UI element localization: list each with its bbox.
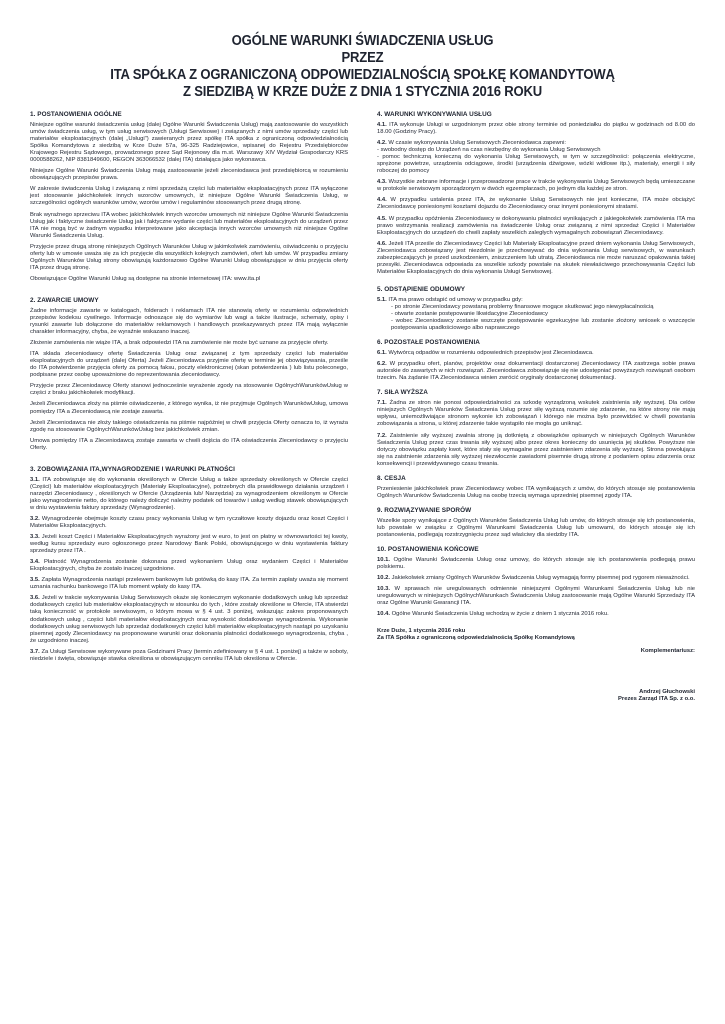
section-2-paragraph: Umowa pomiędzy ITA a Zleceniodawcą zostaje zawarta w chwili dojścia do ITA oświadczenia Zleceniodawcy o przyjęciu Oferty. xyxy=(30,437,348,451)
list-item: - wobec Zleceniodawcy zostanie wszczęte postępowanie egzekucyjne lub zostanie złożony wniosek o wszczęcie postępowania upadłościowego albo naprawczego xyxy=(391,318,695,332)
list-item: - pomoc techniczną konieczną do wykonania Usług Serwisowych, w tym w szczególności: połączenia elektryczne, sprężone powietrze, urządzenia odciągowe, środki (urządzenia dźwigowe, wózki widłowe itp.), materiały, energii i siły roboczej do pomocy xyxy=(377,154,695,175)
signatory-name: Andrzej Głuchowski xyxy=(639,689,695,696)
section-1-paragraph: Niniejsze ogólne warunki świadczenia usług (dalej Ogólne Warunki Świadczenia Usług) mają zastosowanie do wszystkich umów świadczenia usług, w tym usług serwisowych (Usługi Serwisowe) i związanych z nimi umów sprzedaży części lub materiałów eksploatacyjnych (dalej „Usługi") zawieranych przez spółkę ITA spółka z ograniczoną odpowiedzialnością Spółka Komandytowa z siedzibą w Krze Duże 57a, 96-325 Radziejowice, wpisanej do Rejestru Przedsiębiorców Krajowego Rejestru Sądowego, prowadzonego przez Sąd Rejonowy dla m.st. Warszawy XIV Wydział Gospodarczy KRS 0000588262, NIP 8381849600, REGON 363066532 (dalej ITA) działająca jako wykonawca. xyxy=(30,122,348,164)
clause-3-4: 3.4. Płatność Wynagrodzenia zostanie dokonana przed wykonaniem Usług oraz wydaniem Części i Materiałów Eksploatacyjnych, chyba że zostało inaczej uzgodnione. xyxy=(30,559,348,573)
section-2-paragraph: Jeżeli Zleceniodawca złoży na piśmie oświadczenie, z którego wynika, iż nie przyjmuje Ogólnych WarunkówUsług, umowa pomiędzy ITA a Zleceniodawcą nie zostaje zawarta. xyxy=(30,401,348,415)
section-2-paragraph: Złożenie zamówienia nie wiąże ITA, a brak odpowiedzi ITA na zamówienie nie może być uznane za przyjęcie oferty. xyxy=(30,340,329,347)
clause-3-2: 3.2. Wynagrodzenie obejmuje koszty czasu pracy wykonania Usług w tym ryczałtowe koszty dojazdu oraz koszt Części i Materiałów Eksploatacyjnych. xyxy=(30,515,348,530)
section-6-title: 6. POZOSTAŁE POSTANOWIENIA xyxy=(377,339,480,347)
title-line-4: Z SIEDZIBĄ W KRZE DUŻE Z DNIA 1 STYCZNIA 2016 ROKU xyxy=(182,83,543,100)
clause-6-1: 6.1. Wytwórcą odpadów w rozumieniu odpowiednich przepisów jest Zleceniodawca. xyxy=(377,350,594,357)
section-1-paragraph: Przyjęcie przez drugą stronę niniejszych Ogólnych Warunków Usług w jakimkolwiek zamówieniu, oświadczeniu o przyjęciu oferty lub w umowie uważa się za ich przyjęcie dla wszystkich kolejnych zamówień, ofert lub umów. W przypadku zmiany Ogólnych Warunków Usług strony obowiązują każdorazowo Ogólne Warunki Usług obowiązujące w dniu przyjęcia oferty ITA przez drugą stronę. xyxy=(30,243,348,271)
clause-10-3: 10.3. W sprawach nie uregulowanych odmiennie niniejszymi Ogólnymi Warunkami Świadczenia Usług lub nie uregulowanych w niniejszych OgólnychWarunkach Świadczenia Usług zastosowanie mają Ogólne Warunki Sprzedaży ITA oraz Ogólne Warunki Gwarancji ITA. xyxy=(377,586,695,607)
place-date: Krze Duże, 1 stycznia 2016 roku xyxy=(377,628,466,635)
company-line: Za ITA Spółka z ograniczoną odpowiedzialnością Spółkę Komandytową xyxy=(377,635,575,642)
section-9-paragraph: Wszelkie spory wynikające z Ogólnych Warunków Świadczenia Usług lub umów, do których stosuje się ich postanowienia, lub powstałe w związku z Ogólnymi Warunkami Świadczenia Usług lub umowami, do których stosuje się ich postanowienia, podlegają rozstrzygnięciu przez sąd właściwy dla siedziby ITA. xyxy=(377,517,695,538)
list-item: - otwarte zostanie postępowanie likwidacyjne Zleceniodawcy xyxy=(391,310,548,317)
section-8-title: 8. CESJA xyxy=(377,474,406,482)
clause-7-1: 7.1. Żadna ze stron nie ponosi odpowiedzialności za szkodę wyrządzoną wskutek zaistnienia siły wyższej. Dla celów niniejszych Ogólnych Warunków Świadczenia Usług przez siłę wyższą rozumie się zdarzenie, na które strony nie mają wpływu, uniemożliwiające stronom wykonie ich zobowiązań i którego nie można było przewidzieć w chwili powstania zobowiązania a strona, u której zdarzenie takie wystąpiło nie mogła go uniknąć. xyxy=(377,400,695,428)
section-4-title: 4. WARUNKI WYKONYWANIA USŁUG xyxy=(377,111,492,118)
clause-3-7: 3.7. Za Usługi Serwisowe wykonywane poza Godzinami Pracy (termin zdefiniowany w § 4 ust. 1 poniżej) a także w soboty, niedziele i święta, obowiązuje stawka określona w obowiązującym cenniku ITA lub określona w Ofercie. xyxy=(30,648,348,662)
clause-5-1-list xyxy=(391,304,695,332)
clause-4-2: 4.2. W czasie wykonywania Usług Serwisowych Zleceniodawca zapewni: xyxy=(377,140,567,147)
clause-7-2: 7.2. Zaistnienie siły wyższej zwalnia stronę ją dotkniętą z obowiązków opisanych w niniejszych Ogólnych Warunków Świadczenia Usług przez czas trwania siły wyższej albo przez okres konieczny do usunięcia jej skutków. Powyższe nie dotyczy obowiązku zapłaty kwot, które stały się wymagalne przez zaistnieniem zdarzenia siły wyższej. Strona powołująca się na zaistnienie zdarzenia siły wyższej niezwłocznie zawiadomi pisemnie drugą stronę z podaniem opisu zdarzenia oraz konsekwencji i przewidywanego czasu trwania. xyxy=(377,432,695,467)
clause-4-5: 4.5. W przypadku opóźnienia Zleceniodawcy w dokonywaniu płatności wynikających z jakiegokolwiek zamówienia ITA ma prawo wstrzymania realizacji zamówienia na świadczenie Usług oraz związaną z nimi sprzedaż Części i Materiałów Eksploatacyjnych do urządzeń do chwili zapłaty wszelkich zaległych wymagalnych zobowiązań Zleceniodawcy. xyxy=(377,215,695,236)
clause-3-3: 3.3. Jeżeli koszt Części i Materiałów Eksploatacyjnych wyrażony jest w euro, to jest on płatny w równowartości tej kwoty, według kursu sprzedaży euro ogłoszonego przez Narodowy Bank Polski, obowiązującego w dniu wystawienia faktury sprzedaży przez ITA . xyxy=(30,534,348,555)
section-1-title: 1. POSTANOWIENIA OGÓLNE xyxy=(30,111,122,118)
section-2-paragraph: Przyjęcie przez Zleceniodawcę Oferty stanowi jednocześnie wyrażenie zgody na stosowanie OgólnychWarunkówUsług w części z braku jakichkolwiek modyfikacji. xyxy=(30,383,348,397)
section-5-title: 5. ODSTĄPIENIE ODUMOWY xyxy=(377,285,466,293)
section-1-paragraph: W zakresie świadczenia Usług i związaną z nimi sprzedażą części lub materiałów eksploatacyjnych przez ITA wyłączone jest stosowanie jakichkolwiek innych wzorców umownych, iż niniejsze Ogólne Warunki Świadczenia Usług, w szczególności ogólnych warunków umów, wzorów umów i regulaminów stosowanych przez drugą stronę. xyxy=(30,186,348,207)
section-9-title: 9. ROZWIĄZYWANIE SPORÓW xyxy=(377,506,472,514)
section-2-paragraph: Jeżeli Zleceniodawca nie złoży takiego oświadczenia na piśmie najpóźniej w chwili przyjęcia Oferty oznacza to, iż wyraża zgodę na stosowanie OgólnychWarunkówUsług bez jakichkolwiek zmian. xyxy=(30,419,348,433)
title-line-2: PRZEZ xyxy=(341,49,384,66)
clause-3-1: 3.1. ITA zobowiązuje się do wykonania określonych w Ofercie Usług a także sprzedaży określonych w Ofercie części (Części) lub materiałów eksploatacyjnych (Materiały Eksploatacyjne), potrzebnych dla prawidłowego działania urządzeń i narzędzi Zleceniodawcy , określonych w Ofercie (Urządzenia lub/ Narzędzia) za wynagrodzeniem określonym w Ofercie jako wynagrodzenie netto, do którego należy doliczyć należny podatek od towarów i usług według stawek obowiązujących w dniu wystawienia faktury sprzedaży (Wynagrodzenie). xyxy=(30,476,348,511)
clause-10-1: 10.1. Ogólne Warunki Świadczenia Usług oraz umowy, do których stosuje się ich postanowienia podlegają prawu polskiemu. xyxy=(377,556,695,571)
signatory-role: Prezes Zarząd ITA Sp. z o.o. xyxy=(618,696,695,703)
section-2-paragraph: ITA składa zleceniodawcy ofertę Świadczenia Usług oraz związanej z tym sprzedaży części lub materiałów eksploatacyjnych do urządzeń (dalej Oferta) Jeżeli Zleceniodawca przyjmie ofertę w terminie jej obowiązywania, prześle do ITA potwierdzenie przyjęcia oferty za pomocą faksu, poczty elektronicznej (skan potwierdzenia ) lub listu poleconego, podpisane przez osobę upoważnione do reprezentowania zleceniodawcy. xyxy=(30,351,348,379)
document-title xyxy=(77,32,649,100)
section-1-paragraph: Obowiązujące Ogólne Warunki Usług są dostępne na stronie internetowej ITA: www.ita.pl xyxy=(30,275,261,282)
clause-6-2: 6.2. W przypadku ofert, planów, projektów oraz dokumentacji dostarczonej Zleceniodawcy ITA zastrzega sobie prawa autorskie do zawartych w nich rozwiązań. Zleceniodawca zobowiązuje się nie udostępniać powyższych rozwiązań osobom trzecim. Na żądanie ITA Zleceniodawca winien zwrócić oryginały dostarczonej dokumentacji. xyxy=(377,361,696,382)
clause-4-3: 4.3. Wszystkie zebrane informacje i przeprowadzone prace w trakcie wykonywania Usług Serwisowych będą umieszczane w protokole serwisowym sporządzonym w dwóch egzemplarzach, po jednym dla każdej ze stron. xyxy=(377,179,696,193)
title-line-3: ITA SPÓŁKA Z OGRANICZONĄ ODPOWIEDZIALNOŚCIĄ SPOŁKĘ KOMANDYTOWĄ xyxy=(110,66,615,83)
list-item: - swobodny dostęp do Urządzeń na czas niezbędny do wykonania Usług Serwisowych xyxy=(377,147,601,154)
title-line-1: OGÓLNE WARUNKI ŚWIADCZENIA USŁUG xyxy=(231,32,494,49)
clause-4-6: 4.6. Jeżeli ITA prześle do Zleceniodawcy Części lub Materiały Eksploatacyjne przed dniem wykonania Usług Serwisowych, Zleceniodawca zobowiązany jest niezdolnie je przechowywać do dnia wykonania Usług serwisowych, w warunkach zabezpieczających je przed uszkodzeniem, zniszczeniem lub utratą. Zleceniodawca nie może naruszać opakowania takiej przesyłki. Zleceniodawca odpowiada za wszelkie szkody powstałe na skutek niewłaściwego przechowywania Części lub Materiałów Eksploatacyjnych do dnia wykonania Usługi Serwisowej. xyxy=(377,240,695,275)
clause-3-6: 3.6. Jeżeli w trakcie wykonywania Usług Serwisowych okaże się koniecznym wykonanie dodatkowych usług lub sprzedaż dodatkowych części lub materiałów eksploatacyjnych w stosunku do tych , które zostały określone w Ofercie, ITA stwierdzi taką konieczność w protokole serwisowym, o którym mowa w § 4 ust. 3 poniżej, wskazując zakres proponowanych dodatkowych usług , części lub/i materiałów eksploatacyjnych oraz wysokość dodatkowego wynagrodzenia. Wykonanie dodatkowych usług serwisowych lub sprzedaż dodatkowych części lub/i materiałów eksploatacyjnych nastąpi po uzyskaniu pisemnej zgody Zleceniodawcy na proponowane warunki oraz dokonania płatności dodatkowego wynagrodzenia, chyba , że uzgodniono inaczej. xyxy=(30,595,348,644)
list-item: - po stronie Zleceniodawcy powstaną problemy finansowe mogące skutkować jego niewypłacalnością xyxy=(391,303,654,310)
section-2-title: 2. ZAWARCIE UMOWY xyxy=(30,296,99,304)
clause-3-5: 3.5. Zapłata Wynagrodzenia nastąpi przelewem bankowym lub gotówką do kasy ITA. Za termin zapłaty uważa się moment uznania rachunku bankowego ITA lub moment wpłaty do kasy ITA. xyxy=(30,577,349,591)
clause-4-4: 4.4. W przypadku ustalenia przez ITA, że wykonanie Usług Serwisowych nie jest konieczne, ITA może obciążyć Zleceniodawcę poniesionymi kosztami dojazdu do Zleceniodawcy oraz innymi poniesionymi stratami. xyxy=(377,197,695,211)
left-column xyxy=(30,111,348,704)
clause-4-2-list xyxy=(377,147,695,175)
section-7-title: 7. SIŁA WYŻSZA xyxy=(377,389,428,397)
section-10-title: 10. POSTANOWIENIA KOŃCOWE xyxy=(377,545,479,553)
section-3-title: 3. ZOBOWIĄZANIA ITA,WYNAGRODZENIE I WARUNKI PŁATNOŚCI xyxy=(30,465,235,473)
section-1-paragraph: Brak wyraźnego sprzeciwu ITA wobec jakichkolwiek innych wzorców umownych niż niniejsze Ogólne Warunki Świadczenia Usług jak i faktyczne świadczenie Usług jak i faktyczne wydanie części lub materiałów eksploatacyjnych do urządzeń przez ITA nie mogą być w żadnym wypadku interpretowane jako akceptacja innych wzorców umownych niż niniejsze Ogólne Warunki Świadczenia Usług. xyxy=(30,211,348,239)
section-8-paragraph: Przeniesienie jakichkolwiek praw Zleceniodawcy wobec ITA wynikających z umów, do których stosuje się postanowienia Ogólnych Warunków Świadczenia Usług na osobę trzecią wymaga uprzedniej pisemnej zgody ITA. xyxy=(377,485,695,499)
clause-4-1: 4.1. ITA wykonuje Usługi w uzgodnionym przez obie strony terminie od poniedziałku do piątku w godzinach od 8.00 do 18.00 (Godziny Pracy). xyxy=(377,122,696,136)
signature-block xyxy=(377,628,695,703)
partner-label: Komplementariusz: xyxy=(640,648,695,655)
section-2-paragraph: Żadne informacje zawarte w katalogach, folderach i reklamach ITA nie stanowią oferty w rozumieniu odpowiednich przepisów kodeksu cywilnego. Informacje odnoszące się do wymiarów lub wagi a także ilustracje, schematy, opisy i rysunki zawarte lub dołączone do materiałów reklamowych i handlowych przekazywanych przez ITA mają wyłącznie charakter informacyjny, chyba, że wyraźnie wskazano inaczej. xyxy=(30,307,348,336)
clause-5-1: 5.1. ITA ma prawo odstąpić od umowy w przypadku gdy: xyxy=(377,296,523,303)
clause-10-2: 10.2. Jakiekolwiek zmiany Ogólnych Warunków Świadczenia Usług wymagają formy pisemnej pod rygorem nieważności. xyxy=(377,575,690,582)
right-column xyxy=(377,111,695,704)
section-1-paragraph: Niniejsze Ogólne Warunki Świadczenia Usług mają zastosowanie jeżeli zleceniodawca jest przedsiębiorcą w rozumieniu obowiązujących przepisów prawa. xyxy=(30,168,348,182)
clause-10-4: 10.4. Ogólne Warunki Świadczenia Usług wchodzą w życie z dniem 1 stycznia 2016 roku. xyxy=(377,611,609,618)
